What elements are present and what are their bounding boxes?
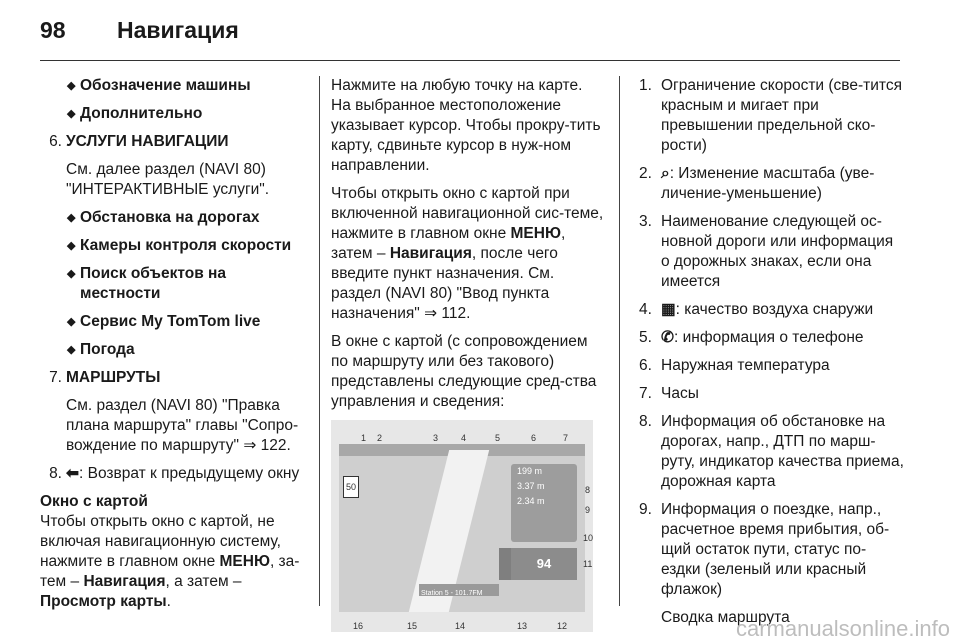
callout-11: 11 [583,559,593,569]
callout-10: 10 [583,533,594,543]
diamond-bullet-icon: ◆ [67,108,76,120]
street-name: Station 5 - 101.7FM [421,590,483,597]
column-divider-1 [319,76,320,606]
column-3 [639,76,905,628]
page-header [0,0,960,62]
paragraph-1: Нажмите на любую точку на карте. На выбранное местоположение указывает курсор. Чтобы прокру-тить карту, сдвиньте курсор в нуж-ном направлении. [331,77,601,174]
bullet-item: ◆ Сервис My TomTom live [67,313,261,330]
callout-6: 6 [531,433,537,443]
legend-item: 5. ✆: информация о телефоне [639,329,864,346]
callout-8: 8 [585,485,591,495]
callout-5: 5 [495,433,501,443]
callout-4: 4 [461,433,467,443]
numbered-item-8: 8. ⬅: Возврат к предыдущему окну [49,465,300,482]
legend-item: 4. ▦: качество воздуха снаружи [639,301,874,318]
bullet-item: ◆ Поиск объектов на местности [67,265,227,302]
speed-readout: 94 [511,548,577,580]
legend-item: 3. Наименование следующей ос-новной дороги или информация о дорожных знаках, если она имеется [639,213,894,290]
air-quality-icon: ▦ [661,301,676,318]
callout-7: 7 [563,433,569,443]
legend-item: 1. Ограничение скорости (све-тится красным и мигает при превышении предельной ско-рости) [639,77,902,154]
bullet-item: ◆ Погода [67,341,135,358]
diamond-bullet-icon: ◆ [67,268,76,280]
column-1 [40,76,308,612]
footer [0,612,960,642]
legend-item: 7. Часы [639,385,699,402]
watermark: carmanualsonline.info [735,616,950,641]
zoom-icon: ⌕ [661,165,670,182]
callout-12: 12 [557,621,568,631]
page-number: 98 [40,17,66,43]
bullet-item: ◆ Камеры контроля скорости [67,237,292,254]
legend-item: 9. Информация о поездке, напр., расчетное время прибытия, об-щий остаток пути, статус по-ездки (зеленый или красный флажок) [639,501,890,598]
item-6-text: См. далее раздел (NAVI 80) "ИНТЕРАКТИВНЫЕ услуги". [66,161,270,198]
paragraph-3: В окне с картой (с сопровождением по маршруту или без такового) представлены следующие сред-ства управления и сведения: [331,333,597,410]
diamond-bullet-icon: ◆ [67,80,76,92]
callout-14: 14 [455,621,466,631]
callout-2: 2 [377,433,383,443]
legend-item: 6. Наружная температура [639,357,830,374]
header-rule [40,60,900,61]
back-arrow-icon: ⬅ [66,465,79,482]
diamond-bullet-icon: ◆ [67,344,76,356]
route-summary-text: Сводка маршрута [661,609,790,626]
legend-item: 2. ⌕: Изменение масштаба (уве-личение-уменьшение) [639,165,875,202]
page-title: Навигация [117,17,239,43]
paragraph-2: Чтобы открыть окно с картой при включенной навигационной сис-теме, нажмите в главном окне МЕНЮ, затем – Навигация, после чего введите пункт назначения. См. раздел (NAVI 80) "Ввод пункта назначения" ⇒ 112. [331,185,604,322]
callout-13: 13 [517,621,528,631]
section-heading: Окно с картой [40,493,148,510]
numbered-item-6: 6. УСЛУГИ НАВИГАЦИИ [49,133,229,150]
trip-info-panel: 199 m 3.37 m 2.34 m [511,464,577,542]
numbered-item-7: 7. МАРШРУТЫ [49,369,161,386]
item-7-text: См. раздел (NAVI 80) "Правка плана маршрута" главы "Сопро-вождение по маршруту" ⇒ 122. [66,397,299,454]
phone-icon: ✆ [661,329,674,346]
callout-16: 16 [353,621,364,631]
callout-1: 1 [361,433,367,443]
diamond-bullet-icon: ◆ [67,212,76,224]
speed-limit-sign: 50 [343,476,359,498]
legend-item: 8. Информация об обстановке на дорогах, напр., ДТП по марш-руту, индикатор качества приема, дорожная карта [639,413,904,490]
diamond-bullet-icon: ◆ [67,316,76,328]
callout-9: 9 [585,505,591,515]
column-divider-2 [619,76,620,606]
column-2 [331,76,606,632]
bullet-item: ◆ Дополнительно [67,105,203,122]
section-paragraph: Чтобы открыть окно с картой, не включая навигационную систему, нажмите в главном окне МЕНЮ, за-тем – Навигация, а затем – Просмотр карты. [40,513,300,610]
bullet-item: ◆ Обозначение машины [67,77,251,94]
map-screen-figure [331,420,593,632]
diamond-bullet-icon: ◆ [67,240,76,252]
callout-3: 3 [433,433,439,443]
callout-15: 15 [407,621,418,631]
bullet-item: ◆ Обстановка на дорогах [67,209,260,226]
